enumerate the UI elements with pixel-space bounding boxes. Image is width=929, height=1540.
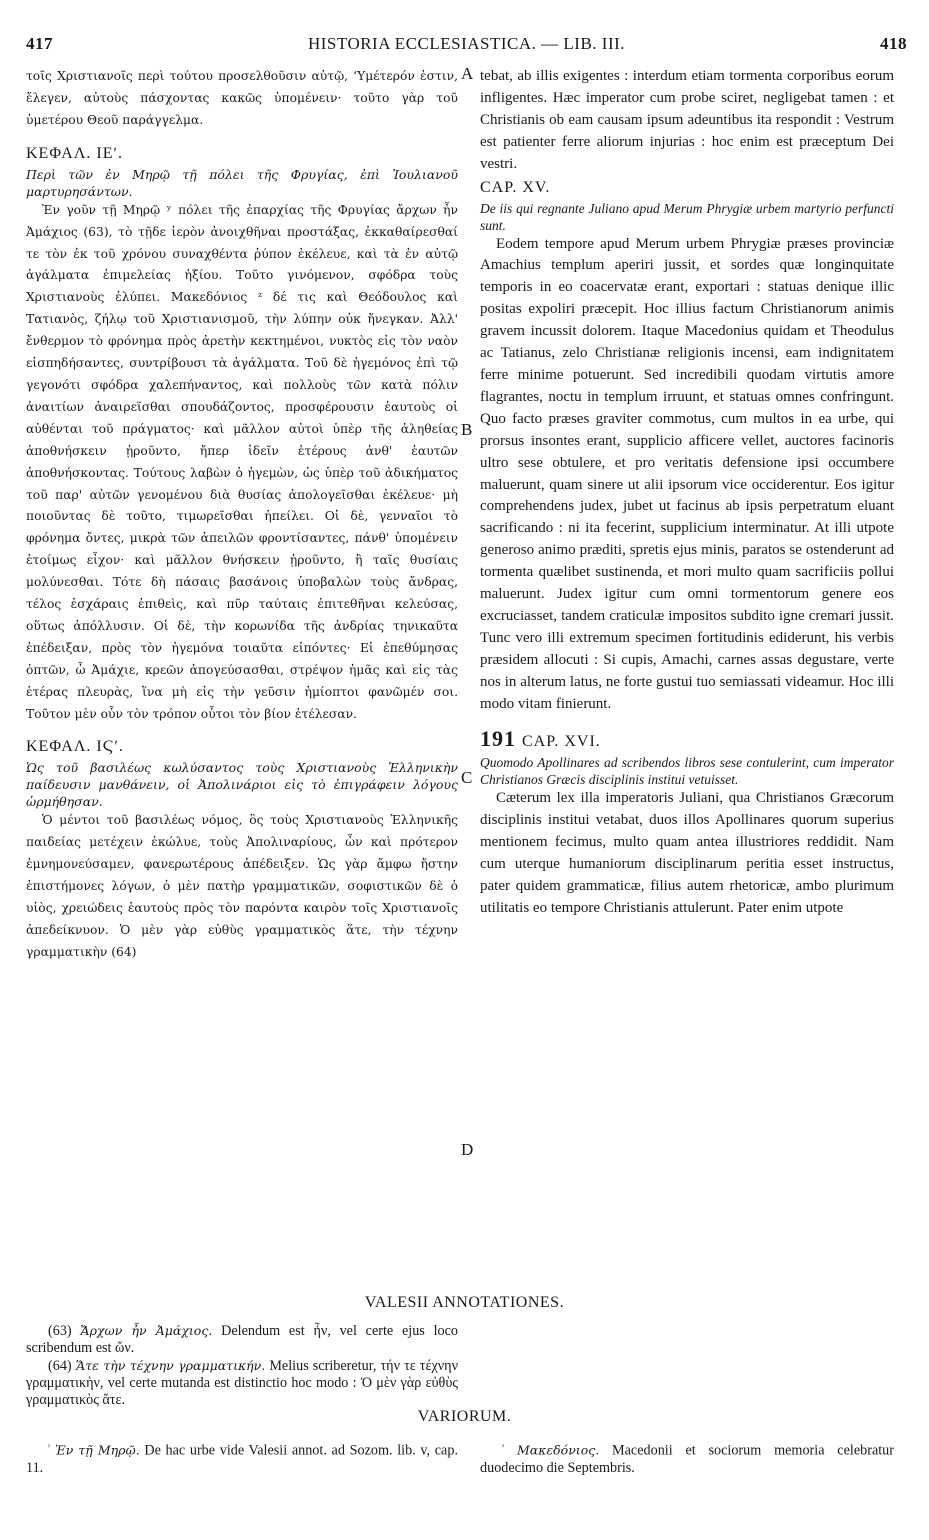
greek-intro-paragraph: τοῖς Χριστιανοῖς περὶ τούτου προσελθοῦσιν αὐτῷ, ʻΥμέτερόν ἐστιν, ἔλεγεν, αὐτοὺς πάσχοντας κακῶς ὑπομένειν· τοῦτο γὰρ τοῦ ὑμετέρου Θεοῦ παράγγελμα. (26, 69, 458, 127)
margin-letter-b: B (461, 420, 473, 439)
annotations-title: VALESII ANNOTATIONES. (364, 1294, 565, 1311)
variorum-note-z-mark: ᶻ (502, 1442, 505, 1451)
left-page-number: 417 (26, 34, 53, 53)
greek-column (26, 66, 458, 964)
margin-letter-d: D (461, 1140, 474, 1159)
variorum-right (480, 1438, 894, 1477)
annotation-64-number: (64) (48, 1358, 72, 1374)
annotation-64-lemma: Ἅτε τὴν τέχνην γραμματικήν. (75, 1358, 266, 1373)
latin-chapter-16-title: CAP. XVI. (522, 733, 601, 751)
latin-chapter-15-title: CAP. XV. (480, 178, 551, 196)
latin-intro-paragraph: tebat, ab illis exigentes : interdum etiam tormenta corporibus eorum infligentes. Hæc imperator cum probe sciret, negligebat tamen : et Christianis ob eam causam ipsum adeuntibus ita respondit : Vestrum est patienter ferre aliorum injurias : hoc enim est præceptum Dei vestri. (480, 68, 894, 172)
annotation-64-text: Melius scriberetur, τήν τε τέχνην γραμματικὴν, vel certe mutanda est distinctio hoc modo : Ὁ μὲν γὰρ εὐθὺς γραμματικὸς ἅτε. (26, 1358, 459, 1408)
greek-chapter-16-text: Ὁ μέντοι τοῦ βασιλέως νόμος, ὃς τοὺς Χριστιανοὺς Ἑλληνικῆς παιδείας μετέχειν ἐκώλυε, τοὺς Ἀπολιναρίους, ὧν καὶ πρότερον ἐμνημονεύσαμεν, φανερωτέρους ἀπέδειξεν. Ὡς γὰρ ἄμφω ἤστην ἐπιστήμονες λόγων, ὁ μὲν πατὴρ γραμματικῶν, σοφιστικῶν δὲ ὁ υἱὸς, χρειώδεις ἑαυτοὺς πρὸς τὸν παρόντα καιρὸν τοῖς Χριστιανοῖς ἀπεδείκνυον. Ὁ μὲν γὰρ εὐθὺς γραμματικὸς ἅτε, τὴν τέχνην γραμματικὴν (64) (26, 813, 458, 959)
latin-chapter-15-text: Eodem tempore apud Merum urbem Phrygiæ præses provinciæ Amachius templum aperiri jussit, et sordes quæ longinquitate temporis in eo coacervatæ erant, exportari : statuas denique illic positas expoliri præcepit. Hoc illius factum Christianorum animis gravem incussit dolorem. Itaque Macedonius quidam et Theodulus ac Tatianus, zelo Christianæ religionis incensi, eam indignitatem ferre minime potuerunt. Sed incredibili quodam virtutis amore flagrantes, noctu in templum irruunt, et statuas omnes confringunt. Quo facto præses graviter commotus, cum multos in ea urbe, qui prorsus insontes erant, supplicio afficere vellet, auctores facinoris ultro sese obtulere, et pro veritatis defensione ipsi occumbere maluerunt, quam sinere ut alii ipsorum vice occiderentur. Eos igitur comprehendens judex, jubet ut facinus ab ipsis perpetratum eluant sacrificando : ni ita fecerint, supplicium interminatur. At illi utpote generoso animo præditi, spretis ejus minis, paratos se ostenderunt ad tormenta quælibet sustinenda, et mori multo quam sacrificiis pollui maluerunt. Judex igitur cum omni tormentorum genere eos excruciasset, tandem craticulæ impositos subdito igne cremari jussit. Tunc vero illi extremum specimen fortitudinis ediderunt, his verbis præsidem allocuti : Si cupis, Amachi, carnes assas degustare, verte nos in alterum latus, ne forte gustui tuo semiassati videamur. Hoc illi modo vitam finierunt. (480, 235, 894, 712)
latin-chapter-16-text: Cæterum lex illa imperatoris Juliani, qua Christianos Græcorum disciplinis institui vetabat, duos illos Apollinares quorum superius mentionem fecimus, multo quam antea illustriores reddidit. Nam cum uterque humaniorum disciplinarum peritia esset instructus, pater quidem grammaticæ, filius autem rhetoricæ, ambo plurimum utilitatis eo tempore Christianis attulerunt. Pater enim utpote (480, 790, 894, 916)
annotations-left (26, 1322, 458, 1409)
annotation-63-lemma: Ἄρχων ἦν Ἀμάχιος. (80, 1323, 213, 1338)
annotation-63 (26, 1322, 458, 1357)
variorum-note-z-text: Macedonii et sociorum memoria celebratur duodecimo die Septembris. (480, 1442, 895, 1476)
variorum-note-z-lemma: Μακεδόνιος. (517, 1442, 600, 1458)
variorum-note-y-text: De hac urbe vide Valesii annot. ad Sozom. lib. v, cap. 11. (26, 1442, 458, 1476)
greek-chapter-15-title: ΚΕΦΑΛ. ΙΕʹ. (26, 144, 124, 162)
variorum-title: VARIORUM. (417, 1408, 512, 1425)
variorum-note-y-lemma: Ἐν τῇ Μηρῷ. (55, 1442, 140, 1458)
variorum-note-y (26, 1438, 458, 1477)
right-page-number: 418 (880, 34, 907, 53)
running-head (26, 34, 907, 58)
greek-chapter-16-subtitle: Ὡς τοῦ βασιλέως κωλύσαντος τοὺς Χριστιανοὺς Ἑλληνικὴν παίδευσιν μανθάνειν, οἱ Ἀπολινάριοι εἰς τὸ ἐπιγράφειν λόγους ὡρμήθησαν. (26, 760, 458, 810)
variorum-note-y-mark: ʸ (48, 1442, 51, 1451)
running-title: HISTORIA ECCLESIASTICA. — LIB. III. (307, 34, 626, 53)
greek-chapter-15-subtitle: Περὶ τῶν ἐν Μηρῷ τῇ πόλει τῆς Φρυγίας, ἐπὶ Ἰουλιανοῦ μαρτυρησάντων. (26, 166, 458, 199)
margin-letter-c: C (461, 768, 473, 787)
latin-column (480, 66, 894, 920)
latin-chapter-16-heading (480, 727, 894, 754)
margin-letter-a: A (461, 64, 474, 83)
annotation-64 (26, 1357, 458, 1409)
annotation-63-text: Delendum est ἦν, vel certe ejus loco scribendum est ὤν. (26, 1323, 459, 1356)
variorum-note-z (480, 1438, 894, 1477)
greek-chapter-16-title: ΚΕΦΑΛ. ΙϚʹ. (26, 738, 124, 756)
latin-chapter-16-subtitle: Quomodo Apollinares ad scribendos libros sese contulerint, cum imperator Christianos Græcis disciplinis institui vetuisset. (480, 755, 894, 788)
column-number-191: 191 (480, 726, 516, 752)
annotation-63-number: (63) (48, 1323, 72, 1339)
variorum-left (26, 1438, 458, 1477)
latin-chapter-15-subtitle: De iis qui regnante Juliano apud Merum Phrygiæ urbem martyrio perfuncti sunt. (480, 200, 894, 233)
greek-chapter-15-text: Ἐν γοῦν τῇ Μηρῷ ʸ πόλει τῆς ἐπαρχίας τῆς Φρυγίας ἄρχων ἦν Ἀμάχιος (63), τὸ τῇδε ἱερὸν ἀνοιχθῆναι προστάξας, ἐκκαθαίρεσθαί τε τὸν ἐκ τοῦ χρόνου συναχθέντα ῥύπον ἐκέλευε, καὶ τὰ ἐν αὐτῷ ἀγάλματα ἐπιμελείας ἠξίου. Τοῦτο γινόμενον, σφόδρα τοὺς Χριστιανοὺς ἐλύπει. Μακεδόνιος ᶻ δέ τις καὶ Θεόδουλος καὶ Τατιανὸς, ζήλῳ τοῦ Χριστιανισμοῦ, τὴν λύπην οὐκ ἤνεγκαν. Ἀλλ' ἔνθερμον τὸ φρόνημα πρὸς ἀρετὴν κεκτημένοι, νυκτὸς εἰς τὸν ναὸν εἰσπηδήσαντες, συντρίβουσι τὰ ἀγάλματα. Τοῦ δὲ ἡγεμόνος ἐπὶ τῷ γεγονότι σφόδρα χαλεπήναντος, καὶ πολλοὺς τῶν κατὰ πόλιν ἀναιτίων ἀναιρεῖσθαι σπουδάζοντος, προσφέρουσιν ἑαυτοὺς οἱ αὐθένται τοῦ πράγματος· καὶ μᾶλλον αὐτοὶ ὑπὲρ τῆς ἀληθείας ἀποθνήσκειν ᾑροῦντο, ἤπερ ἰδεῖν ἑτέρους ἀνθ' ἑαυτῶν ἀποθνήσκοντας. Τούτους λαβὼν ὁ ἡγεμὼν, ὡς ὑπὲρ τοῦ ἀδικήματος τοῦ παρ' αὐτῶν γενομένου διὰ θυσίας ἀπολογεῖσθαι ἐκέλευε· μὴ ποιοῦντας δὲ τοῦτο, τιμωρεῖσθαι ἠπείλει. Οἱ δὲ, γενναῖοι τὸ φρόνημα ὄντες, μικρὰ τῶν ἀπειλῶν φροντίσαντες, πάνθ' ὑπομένειν ἑτοίμως εἶχον· καὶ μᾶλλον θνήσκειν ᾑροῦντο, ἢ ταῖς θυσίαις μολύνεσθαι. Τότε δὴ πάσαις βασάνοις ὑποβαλὼν τοὺς ἄνδρας, τέλος ἐσχάραις ἐπιθεὶς, καὶ πῦρ ταύταις ἐπιτεθῆναι κελεύσας, οὕτως ἀπόλλυσιν. Οἱ δὲ, τὴν κορωνίδα τῆς ἀνδρίας τηνικαῦτα ἐπέδειξαν, πρὸς τὸν ἡγεμόνα τοιαῦτα εἰπόντες· Εἰ ἐπεθύμησας ὀπτῶν, ὦ Ἀμάχιε, κρεῶν ἀπογεύσασθαι, στρέψον ἡμᾶς καὶ εἰς τὰς ἑτέρας πλευρὰς, ἵνα μὴ εἰς τὴν γεῦσιν ἡμίοπτοι φανῶμέν σοι. Τοῦτον μὲν οὖν τὸν τρόπον οὗτοι τὸν βίον ἐτέλεσαν. (26, 202, 458, 721)
